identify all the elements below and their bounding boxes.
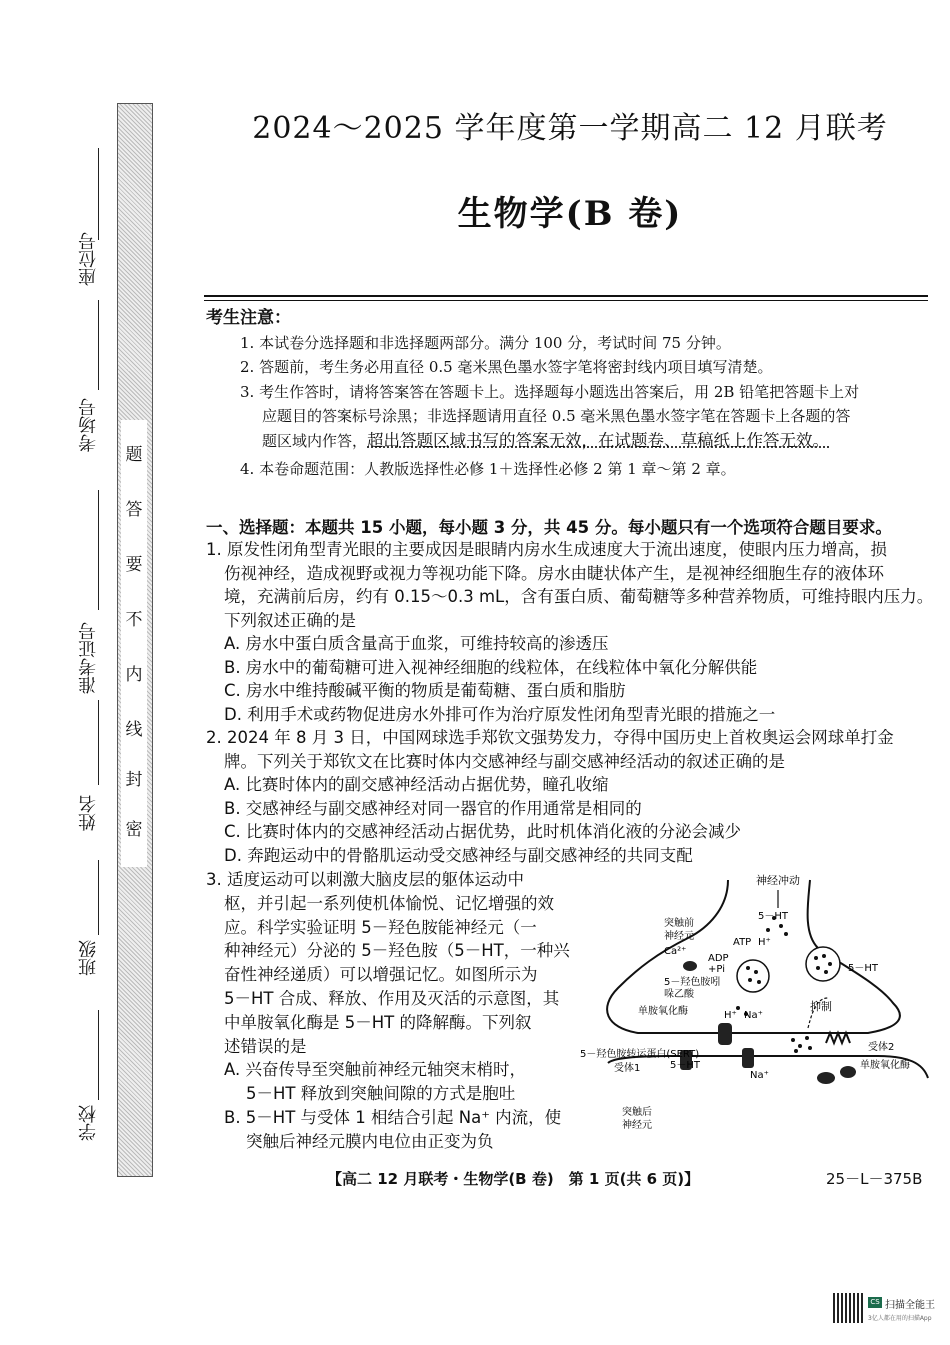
- question-stem: 下列叙述正确的是: [224, 610, 356, 630]
- seal-char: 封: [125, 770, 143, 790]
- name-line[interactable]: [98, 700, 99, 785]
- scanner-caption: 3亿人都在用的扫描App: [868, 1315, 932, 1322]
- scanner-logo-icon: CS: [868, 1297, 882, 1308]
- mao-enzyme: [840, 1066, 856, 1078]
- label-presynaptic2: 神经元: [664, 931, 694, 942]
- question-3: [206, 868, 586, 1154]
- label-presynaptic: 突触前: [664, 918, 694, 929]
- label-postsynaptic2: 神经元: [622, 1120, 652, 1131]
- question-stem: 应。科学实验证明 5－羟色胺能神经元（一: [224, 917, 537, 937]
- label-postsynaptic: 突触后: [622, 1107, 652, 1118]
- notice-block: [206, 306, 931, 482]
- exam-room-label: 考场号: [78, 398, 99, 452]
- question-stem: 牌。下列关于郑钦文在比赛时体内交感神经与副交感神经活动的叙述正确的是: [224, 751, 785, 771]
- notice-heading: 考生注意：: [206, 308, 291, 328]
- seal-char: 题: [125, 445, 143, 465]
- notice-item: 应题目的答案标号涂黑；非选择题请用直径 0.5 毫米黑色墨水签字笔在答题卡上各题的答: [262, 407, 851, 425]
- label-sert: 5－羟色胺转运蛋白(SERT): [580, 1049, 700, 1060]
- notice-item: 1. 本试卷分选择题和非选择题两部分。满分 100 分，考试时间 75 分钟。: [240, 333, 731, 352]
- option-b[interactable]: B. 房水中的葡萄糖可进入视神经细胞的线粒体，在线粒体中氧化分解供能: [224, 657, 758, 677]
- seal-char: 要: [125, 555, 143, 575]
- label-mao-left: 单胺氧化酶: [638, 1006, 688, 1017]
- label-precursor2: 哚乙酸: [664, 989, 694, 1000]
- question-stem: 伤视神经，造成视野或视力等视功能下降。房水由睫状体产生，是视神经细胞生存的液体环: [224, 563, 884, 583]
- seal-char: 内: [125, 665, 143, 685]
- label-atp: ATP: [733, 937, 752, 948]
- seal-char: 密: [125, 820, 143, 840]
- option-d[interactable]: D. 利用手术或药物促进房水外排可作为治疗原发性闭角型青光眼的措施之一: [224, 704, 776, 724]
- option-a[interactable]: A. 比赛时体内的副交感神经活动占据优势，瞳孔收缩: [224, 775, 609, 794]
- vesicle: [806, 947, 840, 981]
- question-stem: 中单胺氧化酶是 5－HT 的降解酶。下列叙: [224, 1012, 532, 1032]
- question-stem: 1. 原发性闭角型青光眼的主要成因是眼睛内房水生成速度大于流出速度，使眼内压力增高，损: [206, 540, 887, 559]
- school-line[interactable]: [98, 1010, 99, 1100]
- seal-char: 答: [125, 500, 143, 520]
- section-heading: 一、选择题：本题共 15 小题，每小题 3 分，共 45 分。每小题只有一个选项符合题目要求。: [206, 518, 892, 537]
- school-label: 学校: [78, 1105, 99, 1141]
- label-naplus: Na⁺: [744, 1010, 763, 1021]
- label-na-bottom: Na⁺: [750, 1070, 769, 1081]
- question-1: [206, 538, 936, 726]
- admission-number-label: 准考证号: [78, 622, 99, 694]
- question-stem: 枢，并引起一系列使机体愉悦、记忆增强的效: [224, 893, 554, 913]
- seal-char: 线: [125, 720, 143, 740]
- label-hplus: H⁺: [758, 937, 771, 948]
- option-a[interactable]: A. 兴奋传导至突触前神经元轴突末梢时，: [224, 1060, 526, 1080]
- notice-item: 4. 本卷命题范围：人教版选择性必修 1＋选择性必修 2 第 1 章～第 2 章。: [240, 460, 736, 478]
- notice-emphasis: 超出答题区域书写的答案无效，在试题卷、草稿纸上作答无效。: [367, 430, 830, 450]
- seal-area: [121, 420, 147, 867]
- notice-item: 3. 考生作答时，请将答案答在答题卡上。选择题每小题选出答案后，用 2B 铅笔把答题卡上对: [240, 382, 860, 401]
- option-b-cont: 突触后神经元膜内电位由正变为负: [246, 1131, 494, 1151]
- exam-room-line[interactable]: [98, 300, 99, 390]
- paper-code: 25－L－375B: [826, 1170, 923, 1188]
- question-stem: 3. 适度运动可以刺激大脑皮层的躯体运动中: [206, 870, 524, 889]
- notice-item: 2. 答题前，考生务必用直径 0.5 毫米黑色墨水签字笔将密封线内项目填写清楚。: [240, 358, 773, 376]
- divider: [204, 295, 928, 297]
- option-a[interactable]: A. 房水中蛋白质含量高于血浆，可维持较高的渗透压: [224, 634, 609, 653]
- divider: [204, 300, 928, 301]
- receptor-1: [742, 1048, 754, 1068]
- label-hplus2: H⁺: [724, 1010, 737, 1021]
- question-stem: 2. 2024 年 8 月 3 日，中国网球选手郑钦文强势发力，夺得中国历史上首枚奥运会网球单打金: [206, 728, 894, 747]
- option-a-cont: 5－HT 释放到突触间隙的方式是胞吐: [246, 1084, 516, 1104]
- class-label: 班级: [78, 940, 99, 976]
- label-receptor2: 受体2: [868, 1042, 895, 1053]
- scanner-brand: 扫描全能王: [885, 1300, 935, 1311]
- label-ca: Ca²⁺: [664, 946, 687, 957]
- notice-item: 题区域内作答，: [262, 431, 368, 450]
- notice-item-line: [206, 429, 931, 454]
- synapse-diagram: [578, 868, 938, 1140]
- question-stem: 境，充满前后房，约有 0.15～0.3 mL，含有蛋白质、葡萄糖等多种营养物质，可维持眼内压力。: [224, 587, 934, 606]
- seat-number-label: 座位号: [78, 232, 99, 286]
- page-footer: 【高二 12 月联考・生物学(B 卷) 第 1 页(共 6 页)】: [327, 1170, 700, 1188]
- seal-char: 不: [125, 610, 143, 630]
- admission-number-line[interactable]: [98, 490, 99, 610]
- receptor-2: [826, 1033, 850, 1043]
- label-precursor: 5－羟色胺吲: [664, 977, 721, 988]
- label-receptor1: 受体1: [614, 1063, 641, 1074]
- option-c[interactable]: C. 比赛时体内的交感神经活动占据优势，此时机体消化液的分泌会减少: [224, 822, 742, 841]
- label-5ht-bottom: 5－HT: [670, 1060, 700, 1071]
- name-label: 姓名: [78, 795, 99, 831]
- question-stem: 奋性神经递质）可以增强记忆。如图所示为: [224, 965, 538, 985]
- option-b[interactable]: B. 5－HT 与受体 1 相结合引起 Na⁺ 内流，使: [224, 1107, 562, 1127]
- vesicle: [737, 960, 769, 992]
- question-2: [206, 726, 936, 867]
- label-inhibit: 抑制: [810, 1000, 832, 1013]
- question-stem: 5－HT 合成、释放、作用及灭活的示意图，其: [224, 988, 560, 1008]
- question-stem: 种神经元）分泌的 5－羟色胺（5－HT，一种兴: [224, 941, 570, 961]
- qr-code-icon: [833, 1293, 863, 1323]
- sert-transporter: [718, 1023, 732, 1045]
- label-mao-right: 单胺氧化酶: [860, 1060, 910, 1071]
- class-line[interactable]: [98, 860, 99, 935]
- question-stem: 述错误的是: [224, 1036, 307, 1056]
- exam-title: 2024～2025 学年度第一学期高二 12 月联考: [252, 111, 888, 146]
- label-5ht-top: 5－HT: [758, 911, 788, 922]
- label-adp: ADP: [708, 953, 729, 964]
- label-pi: +Pi: [708, 964, 725, 975]
- option-c[interactable]: C. 房水中维持酸碱平衡的物质是葡萄糖、蛋白质和脂肪: [224, 681, 626, 700]
- label-impulse: 神经冲动: [756, 874, 800, 887]
- option-d[interactable]: D. 奔跑运动中的骨骼肌运动受交感神经与副交感神经的共同支配: [224, 845, 693, 865]
- mao-enzyme: [817, 1072, 835, 1084]
- option-b[interactable]: B. 交感神经与副交感神经对同一器官的作用通常是相同的: [224, 798, 642, 818]
- exam-subject: 生物学(B 卷): [457, 194, 683, 234]
- label-5ht-right: 5－HT: [848, 963, 878, 974]
- calcium-channel: [683, 961, 697, 971]
